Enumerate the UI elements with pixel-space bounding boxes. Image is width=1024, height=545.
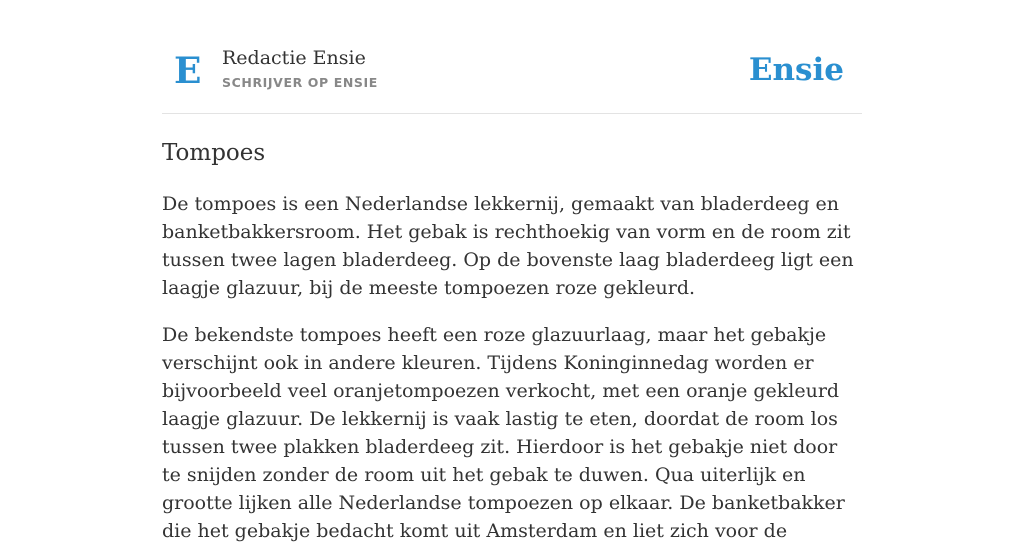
article-container [162, 0, 862, 545]
author-logo[interactable]: E [174, 50, 202, 92]
article-title: Tompoes [162, 140, 266, 166]
author-role: SCHRIJVER OP ENSIE [222, 75, 378, 90]
article-paragraph: De bekendste tompoes heeft een roze glazuurlaag, maar het gebakje verschijnt ook in andere kleuren. Tijdens Koninginnedag worden er bijvoorbeeld veel oranjetompoezen verkocht, met een oranje gekleurd laagje glazuur. De lekkernij is vaak lastig te eten, doordat de room los tussen twee plakken bladerdeeg zit. Hierdoor is het gebakje niet door te snijden zonder de room uit het gebak te duwen. Qua uiterlijk en grootte lijken alle Nederlandse tompoezen op elkaar. De banketbakker die het gebakje bedacht komt uit Amsterdam en liet zich voor de [162, 324, 845, 542]
author-name[interactable]: Redactie Ensie [222, 47, 366, 69]
article-paragraph: De tompoes is een Nederlandse lekkernij, gemaakt van bladerdeeg en banketbakkersroom. Het gebak is rechthoekig van vorm en de room zit tussen twee lagen bladerdeeg. Op de bovenste laag bladerdeeg ligt een laagje glazuur, bij de meeste tompoezen roze gekleurd. [162, 193, 854, 299]
ensie-logo[interactable]: Ensie [748, 52, 844, 88]
article-header [162, 0, 862, 114]
